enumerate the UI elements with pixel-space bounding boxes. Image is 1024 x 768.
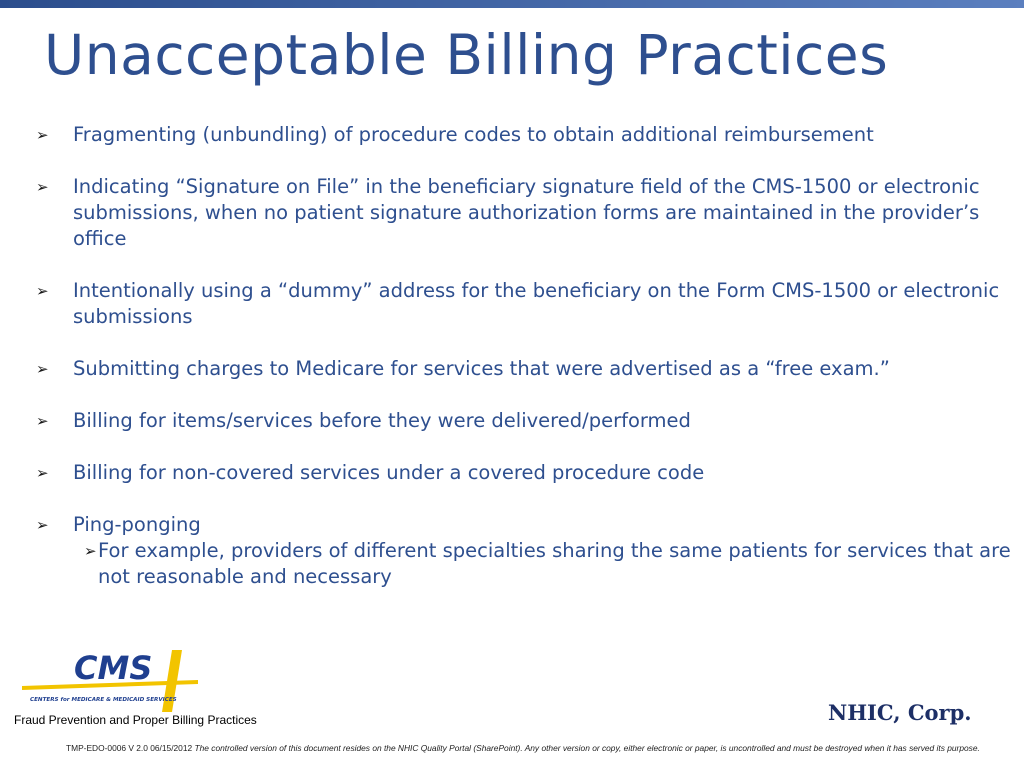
nhic-logo: NHIC, Corp. bbox=[828, 700, 972, 725]
bullet-text: Intentionally using a “dummy” address for the beneficiary on the Form CMS-1500 or electronic submissions bbox=[73, 279, 1000, 328]
sub-bullet-text: For example, providers of different specialties sharing the same patients for services that are not reasonable and necessary bbox=[98, 539, 1011, 588]
disclaimer-text: The controlled version of this document resides on the NHIC Quality Portal (SharePoint). Any other version or copy, either electronic or paper, is uncontrolled and must be destroyed when it has served its purpose. bbox=[194, 743, 980, 753]
bullet-text: Ping-ponging bbox=[73, 513, 201, 536]
arrow-bullet-icon: ➢ bbox=[36, 282, 49, 300]
bullet-list bbox=[36, 122, 1016, 616]
footer-title: Fraud Prevention and Proper Billing Practices bbox=[14, 713, 257, 727]
slide-title: Unacceptable Billing Practices bbox=[44, 23, 889, 87]
bullet-item bbox=[36, 174, 1016, 252]
arrow-bullet-icon: ➢ bbox=[36, 412, 49, 430]
sub-bullet-item bbox=[36, 538, 1016, 590]
bullet-item bbox=[36, 278, 1016, 330]
doc-code: TMP-EDO-0006 V 2.0 06/15/2012 bbox=[66, 743, 193, 753]
bullet-item bbox=[36, 356, 1016, 382]
arrow-bullet-icon: ➢ bbox=[36, 360, 49, 378]
top-accent-bar bbox=[0, 0, 1024, 8]
cms-logo bbox=[22, 650, 198, 712]
bullet-item bbox=[36, 408, 1016, 434]
bullet-text: Indicating “Signature on File” in the beneficiary signature field of the CMS-1500 or electronic submissions, when no patient signature authorization forms are maintained in the provider’s office bbox=[73, 175, 980, 250]
bullet-text: Fragmenting (unbundling) of procedure codes to obtain additional reimbursement bbox=[73, 123, 874, 146]
bullet-item bbox=[36, 460, 1016, 486]
bullet-text: Billing for items/services before they were delivered/performed bbox=[73, 409, 691, 432]
arrow-bullet-icon: ➢ bbox=[36, 516, 49, 534]
bullet-text: Billing for non-covered services under a covered procedure code bbox=[73, 461, 705, 484]
cms-logo-text: CMS bbox=[74, 650, 153, 687]
footer-disclaimer bbox=[22, 741, 1002, 755]
arrow-bullet-icon: ➢ bbox=[36, 178, 49, 196]
arrow-bullet-icon: ➢ bbox=[36, 126, 49, 144]
bullet-text: Submitting charges to Medicare for services that were advertised as a “free exam.” bbox=[73, 357, 890, 380]
arrow-bullet-icon: ➢ bbox=[36, 464, 49, 482]
arrow-bullet-icon: ➢ bbox=[84, 542, 97, 560]
bullet-item bbox=[36, 512, 1016, 538]
cms-logo-subtext: CENTERS for MEDICARE & MEDICAID SERVICES bbox=[30, 697, 177, 703]
bullet-item bbox=[36, 122, 1016, 148]
